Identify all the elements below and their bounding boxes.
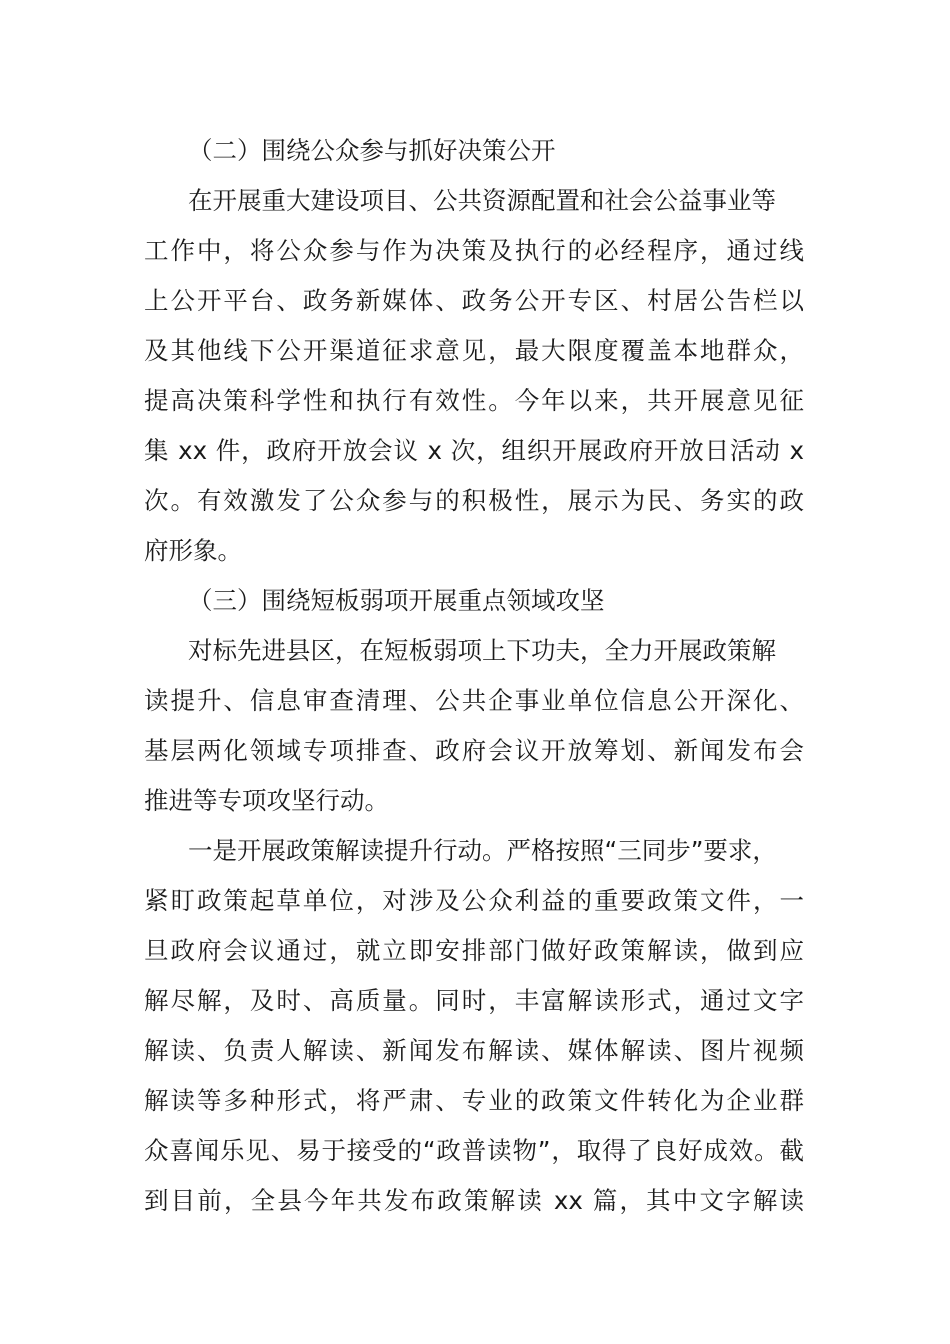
- paragraph-line: 紧盯政策起草单位，对涉及公众利益的重要政策文件，一: [144, 886, 804, 915]
- section-heading: （二）围绕公众参与抓好决策公开: [188, 136, 556, 165]
- paragraph-line: 及其他线下公开渠道征求意见，最大限度覆盖本地群众，: [144, 336, 804, 365]
- paragraph-line: 次。有效激发了公众参与的积极性，展示为民、务实的政: [144, 486, 804, 515]
- paragraph-line: 府形象。: [144, 536, 242, 565]
- paragraph-line: 到目前，全县今年共发布政策解读 xx 篇，其中文字解读: [144, 1186, 804, 1215]
- section-heading: （三）围绕短板弱项开展重点领域攻坚: [188, 586, 605, 615]
- paragraph-line: 工作中，将公众参与作为决策及执行的必经程序，通过线: [144, 236, 804, 265]
- paragraph-line: 集 xx 件，政府开放会议 x 次，组织开展政府开放日活动 x: [144, 436, 804, 465]
- paragraph-line: 众喜闻乐见、易于接受的“政普读物”，取得了良好成效。截: [144, 1136, 804, 1165]
- paragraph: [144, 626, 804, 826]
- paragraph-line: 基层两化领域专项排查、政府会议开放筹划、新闻发布会: [144, 736, 804, 765]
- paragraph-line: 旦政府会议通过，就立即安排部门做好政策解读，做到应: [144, 936, 804, 965]
- paragraph-line: 解尽解，及时、高质量。同时，丰富解读形式，通过文字: [144, 986, 804, 1015]
- paragraph-line: 在开展重大建设项目、公共资源配置和社会公益事业等: [188, 186, 776, 215]
- paragraph-line: 解读、负责人解读、新闻发布解读、媒体解读、图片视频: [144, 1036, 804, 1065]
- paragraph-line: 上公开平台、政务新媒体、政务公开专区、村居公告栏以: [144, 286, 804, 315]
- paragraph-line: 一是开展政策解读提升行动。严格按照“三同步”要求，: [188, 836, 777, 865]
- paragraph: [144, 826, 804, 1226]
- paragraph-line: 解读等多种形式，将严肃、专业的政策文件转化为企业群: [144, 1086, 804, 1115]
- document-body: [144, 126, 804, 1226]
- paragraph-line: 推进等专项攻坚行动。: [144, 786, 389, 815]
- paragraph-line: 读提升、信息审查清理、公共企事业单位信息公开深化、: [144, 686, 804, 715]
- paragraph-line: 提高决策科学性和执行有效性。今年以来，共开展意见征: [144, 386, 804, 415]
- paragraph-line: 对标先进县区，在短板弱项上下功夫，全力开展政策解: [188, 636, 776, 665]
- paragraph: [144, 176, 804, 576]
